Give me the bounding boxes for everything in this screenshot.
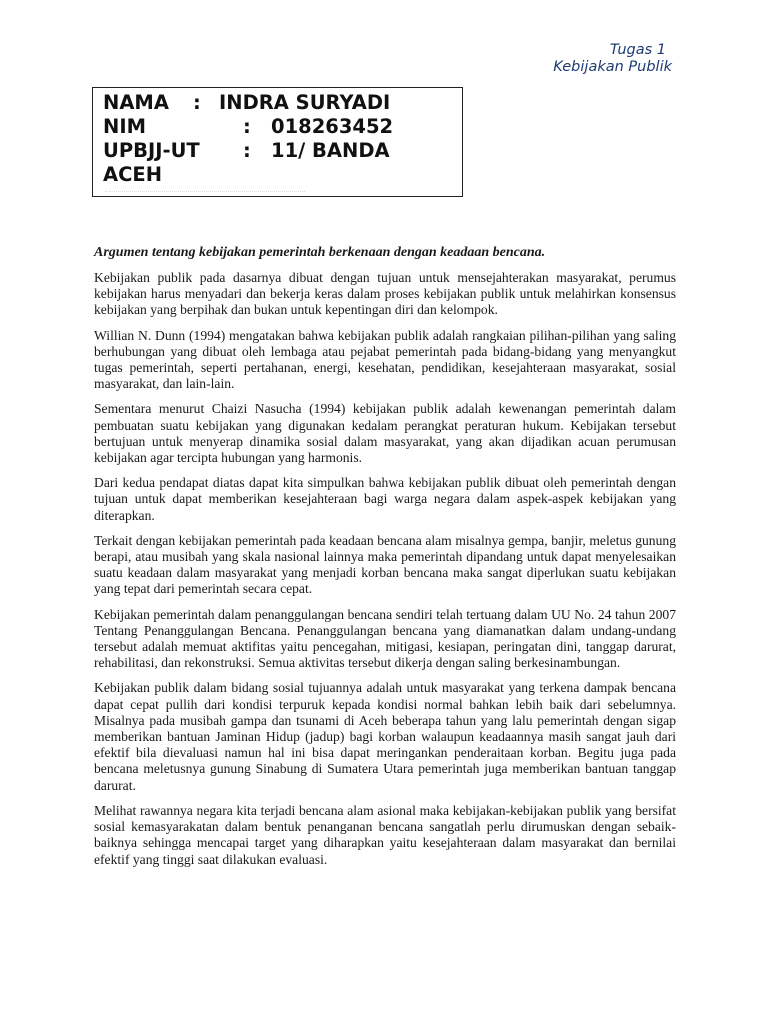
student-identity-box	[92, 87, 463, 197]
upbjj-value: 11/ BANDA	[271, 139, 390, 162]
paragraph: Kebijakan publik dalam bidang sosial tujuannya adalah untuk masyarakat yang terkena dampak bencana dapat cepat pullih dari kondisi terpuruk kepada kondisi normal bahkan lebih baik dari sebelumnya. Misalnya pada musibah gampa dan tsunami di Aceh beberapa tahun yang lalu pemerintah dengan sigap memberikan bantuan Jaminan Hidup (jadup) bagi korban walaupun keadaannya masih sangat jauh dari efektif bila dievaluasi namun hal ini bisa dapat meringankan penderaitaan korban. Begitu juga pada bencana meletusnya gunung Sinabung di Sumatera Utara pemerintah juga memberikan bantuan tanggap darurat.	[94, 680, 676, 793]
paragraph: Sementara menurut Chaizi Nasucha (1994) kebijakan publik adalah kewenangan pemerintah dalam pembuatan suatu kebijakan yang digunakan kedalam perangkat peraturan hukum. Kebijakan tersebut bertujuan untuk menyerap dinamika sosial dalam masyarakat, yang akan dijadikan acuan perumusan kebijakan agar tercipta hubungan yang harmonis.	[94, 401, 676, 466]
name-row	[103, 91, 462, 115]
upbjj-row	[103, 139, 462, 163]
hidden-text-line	[105, 191, 305, 196]
document-body	[94, 244, 676, 877]
paragraph: Willian N. Dunn (1994) mengatakan bahwa kebijakan publik adalah rangkaian pilihan-pilihan yang saling berhubungan yang dibuat oleh lembaga atau pejabat pemerintah pada bidang-bidang yang menyangkut tugas pemerintah, seperti pertahanan, energi, kesehatan, pendidikan, kesejahteraan masyarakat, sosial masyarakat, dan lain-lain.	[94, 327, 676, 392]
course-name: Kebijakan Publik	[553, 59, 672, 75]
nim-label: NIM	[103, 115, 146, 138]
nim-row	[103, 115, 462, 139]
nim-separator: :	[243, 115, 251, 138]
assignment-number: Tugas 1	[609, 42, 666, 58]
upbjj-label: UPBJJ-UT	[103, 139, 200, 162]
assignment-header	[553, 42, 672, 76]
nim-value: 018263452	[271, 115, 394, 138]
upbjj-row-continued	[103, 163, 462, 187]
name-separator: :	[193, 91, 201, 114]
upbjj-value-continued: ACEH	[103, 163, 163, 186]
name-label: NAMA	[103, 91, 169, 114]
document-heading: Argumen tentang kebijakan pemerintah berkenaan dengan keadaan bencana.	[94, 245, 546, 260]
upbjj-separator: :	[243, 139, 251, 162]
paragraph: Dari kedua pendapat diatas dapat kita simpulkan bahwa kebijakan publik dibuat oleh pemerintah dengan tujuan untuk dapat memberikan kesejahteraan bagi warga negara dalam aspek-aspek kebijakan yang diterapkan.	[94, 475, 676, 523]
paragraph: Kebijakan pemerintah dalam penanggulangan bencana sendiri telah tertuang dalam UU No. 24 tahun 2007 Tentang Penanggulangan Bencana. Penanggulangan bencana yang diamanatkan dalam undang-undang tersebut adalah memuat aktifitas yaitu pencegahan, mitigasi, kesiapan, peringatan dini, tanggap darurat, rehabilitasi, dan rekonstruksi. Semua aktivitas tersebut dikerja dengan saling berkesinambungan.	[94, 606, 676, 671]
name-value: INDRA SURYADI	[219, 91, 391, 114]
paragraph: Kebijakan publik pada dasarnya dibuat dengan tujuan untuk mensejahterakan masyarakat, perumus kebijakan harus menyadari dan bekerja keras dalam proses kebijakan publik untuk melahirkan konsensus kebijakan yang berpihak dan bukan untuk kepentingan diri dan kelompok.	[94, 270, 676, 318]
paragraph: Terkait dengan kebijakan pemerintah pada keadaan bencana alam misalnya gempa, banjir, meletus gunung berapi, atau musibah yang skala nasional lainnya maka pemerintah dipandang untuk dapat menyelesaikan suatu keadaan dalam masyarakat yang menjadi korban bencana maka sangat diperlukan suatu kebijakan yang tepat dari pemerintah secara cepat.	[94, 532, 676, 597]
paragraph: Melihat rawannya negara kita terjadi bencana alam asional maka kebijakan-kebijakan publik yang bersifat sosial kemasyarakatan dalam bentuk penanganan bencana sangatlah perlu dirumuskan dengan sebaik-baiknya sehingga mencapai target yang diharapkan yaitu kesejahteraan dalam masyarakat dan bernilai efektif yang tinggi saat dilakukan evaluasi.	[94, 802, 676, 867]
